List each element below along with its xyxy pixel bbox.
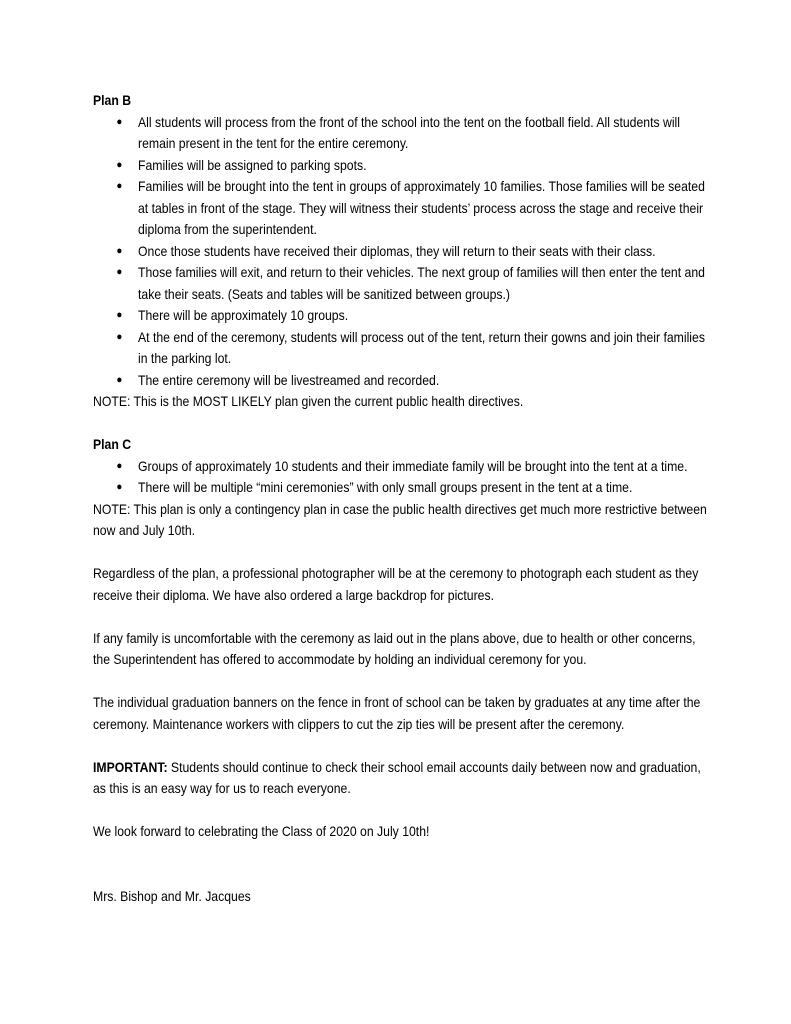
signature: Mrs. Bishop and Mr. Jacques bbox=[93, 888, 251, 904]
list-item: ● There will be multiple “mini ceremonies” with only small groups present in the tent at a time. bbox=[93, 477, 713, 499]
banners-paragraph: The individual graduation banners on the fence in front of school can be taken by graduates at any time after the ceremony. Maintenance workers with clippers to cut the zip ties will be present after the ceremony. bbox=[93, 695, 701, 732]
list-item: ● There will be approximately 10 groups. bbox=[93, 305, 713, 327]
spacer bbox=[93, 800, 713, 822]
list-item: ● Families will be assigned to parking spots. bbox=[93, 155, 713, 177]
closing-paragraph: We look forward to celebrating the Class of 2020 on July 10th! bbox=[93, 824, 430, 839]
document-page bbox=[93, 90, 713, 907]
spacer bbox=[93, 606, 713, 628]
important-paragraph bbox=[93, 757, 713, 800]
photographer-paragraph: Regardless of the plan, a professional photographer will be at the ceremony to photograph each student as they receive their diploma. We have also ordered a large backdrop for pictures. bbox=[93, 566, 699, 603]
plan-c-list bbox=[93, 456, 713, 499]
spacer bbox=[93, 843, 713, 886]
list-item: ● Families will be brought into the tent in groups of approximately 10 families. Those families will be seated at tables in front of the stage. They will witness their students’ process across the stage and receive their diploma from the superintendent. bbox=[93, 176, 713, 241]
list-item: ● Once those students have received their diplomas, they will return to their seats with their class. bbox=[93, 241, 713, 263]
important-text: Students should continue to check their school email accounts daily between now and graduation, as this is an easy way for us to reach everyone. bbox=[93, 759, 701, 796]
list-item: ● Those families will exit, and return to their vehicles. The next group of families will then enter the tent and take their seats. (Seats and tables will be sanitized between groups.) bbox=[93, 262, 713, 305]
list-item: ● Groups of approximately 10 students and their immediate family will be brought into the tent at a time. bbox=[93, 456, 713, 478]
plan-b-note: NOTE: This is the MOST LIKELY plan given the current public health directives. bbox=[93, 394, 524, 409]
plan-b-list bbox=[93, 112, 713, 392]
spacer bbox=[93, 413, 713, 435]
list-item: ● The entire ceremony will be livestreamed and recorded. bbox=[93, 370, 713, 392]
spacer bbox=[93, 735, 713, 757]
list-item: ● At the end of the ceremony, students will process out of the tent, return their gowns and join their families in the parking lot. bbox=[93, 327, 713, 370]
plan-b-heading: Plan B bbox=[93, 93, 132, 108]
spacer bbox=[93, 671, 713, 693]
important-label: IMPORTANT: bbox=[93, 759, 168, 775]
spacer bbox=[93, 542, 713, 564]
list-item: ● All students will process from the front of the school into the tent on the football field. All students will remain present in the tent for the entire ceremony. bbox=[93, 112, 713, 155]
plan-c-heading: Plan C bbox=[93, 437, 132, 452]
plan-c-note: NOTE: This plan is only a contingency plan in case the public health directives get much more restrictive between now and July 10th. bbox=[93, 501, 707, 538]
accommodate-paragraph: If any family is uncomfortable with the ceremony as laid out in the plans above, due to health or other concerns, the Superintendent has offered to accommodate by holding an individual ceremony for you. bbox=[93, 630, 696, 667]
